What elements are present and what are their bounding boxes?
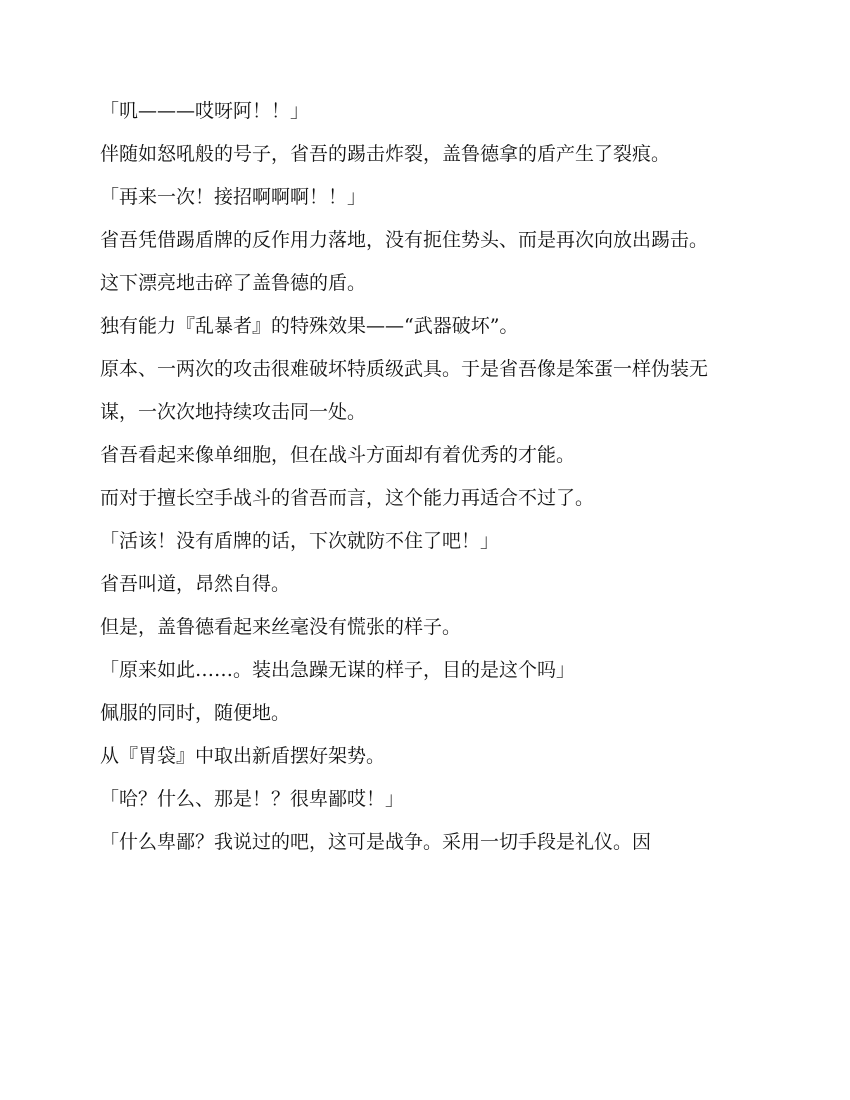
paragraph: 「再来一次！接招啊啊啊！！」: [100, 186, 367, 208]
paragraph: 「什么卑鄙？我说过的吧，这可是战争。采用一切手段是礼仪。因: [100, 831, 652, 853]
paragraph: 但是，盖鲁德看起来丝毫没有慌张的样子。: [100, 616, 462, 638]
paragraph: 独有能力『乱暴者』的特殊效果——“武器破坏”。: [100, 315, 519, 337]
paragraph: 原本、一两次的攻击很难破坏特质级武具。于是省吾像是笨蛋一样伪装无谋，一次次地持续攻击同一处。: [100, 358, 709, 423]
paragraph: 省吾看起来像单细胞，但在战斗方面却有着优秀的才能。: [100, 444, 576, 466]
paragraph: 「叽———哎呀阿！！」: [100, 100, 310, 122]
paragraph: 佩服的同时，随便地。: [100, 702, 291, 724]
paragraph: 省吾叫道，昂然自得。: [100, 573, 291, 595]
paragraph: 「活该！没有盾牌的话，下次就防不住了吧！」: [100, 530, 500, 552]
body-text: [100, 90, 720, 864]
paragraph: 而对于擅长空手战斗的省吾而言，这个能力再适合不过了。: [100, 487, 595, 509]
paragraph: 伴随如怒吼般的号子，省吾的踢击炸裂，盖鲁德拿的盾产生了裂痕。: [100, 143, 671, 165]
paragraph: 这下漂亮地击碎了盖鲁德的盾。: [100, 272, 367, 294]
paragraph: 省吾凭借踢盾牌的反作用力落地，没有扼住势头、而是再次向放出踢击。: [100, 229, 709, 251]
paragraph: 「哈？什么、那是！？很卑鄙哎！」: [100, 788, 405, 810]
paragraph: 从『胃袋』中取出新盾摆好架势。: [100, 745, 386, 767]
paragraph: 「原来如此……。装出急躁无谋的样子，目的是这个吗」: [100, 659, 576, 681]
